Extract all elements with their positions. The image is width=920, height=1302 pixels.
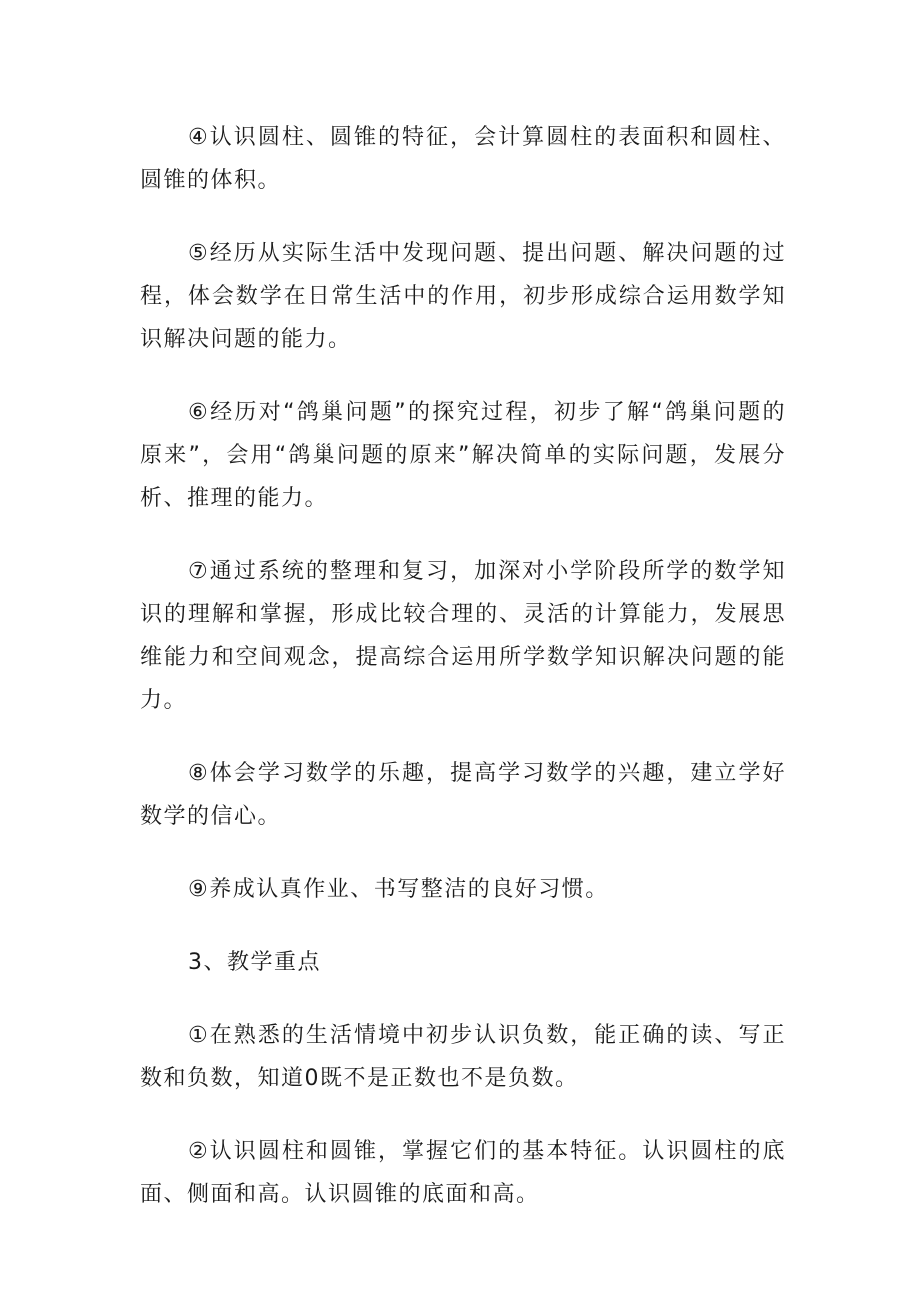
objective-5-paragraph: ⑤经历从实际生活中发现问题、提出问题、解决问题的过程，体会数学在日常生活中的作用，初步形成综合运用数学知识解决问题的能力。 (140, 241, 786, 352)
objective-9-paragraph: ⑨养成认真作业、书写整洁的良好习惯。 (188, 877, 609, 902)
section-heading-teaching-focus: 3、教学重点 (188, 950, 321, 975)
focus-2-paragraph: ②认识圆柱和圆锥，掌握它们的基本特征。认识圆柱的底面、侧面和高。认识圆锥的底面和高。 (140, 1139, 786, 1207)
objective-4-paragraph: ④认识圆柱、圆锥的特征，会计算圆柱的表面积和圆柱、圆锥的体积。 (140, 125, 786, 193)
objective-6-paragraph: ⑥经历对“鸽巢问题”的探究过程，初步了解“鸽巢问题的原来”，会用“鸽巢问题的原来”解决简单的实际问题，发展分析、推理的能力。 (140, 400, 786, 511)
focus-1-paragraph: ①在熟悉的生活情境中初步认识负数，能正确的读、写正数和负数，知道0既不是正数也不是负数。 (140, 1023, 786, 1091)
objective-7-paragraph: ⑦通过系统的整理和复习，加深对小学阶段所学的数学知识的理解和掌握，形成比较合理的、灵活的计算能力，发展思维能力和空间观念，提高综合运用所学数学知识解决问题的能力。 (140, 559, 786, 713)
objective-8-paragraph: ⑧体会学习数学的乐趣，提高学习数学的兴趣，建立学好数学的信心。 (140, 761, 786, 829)
